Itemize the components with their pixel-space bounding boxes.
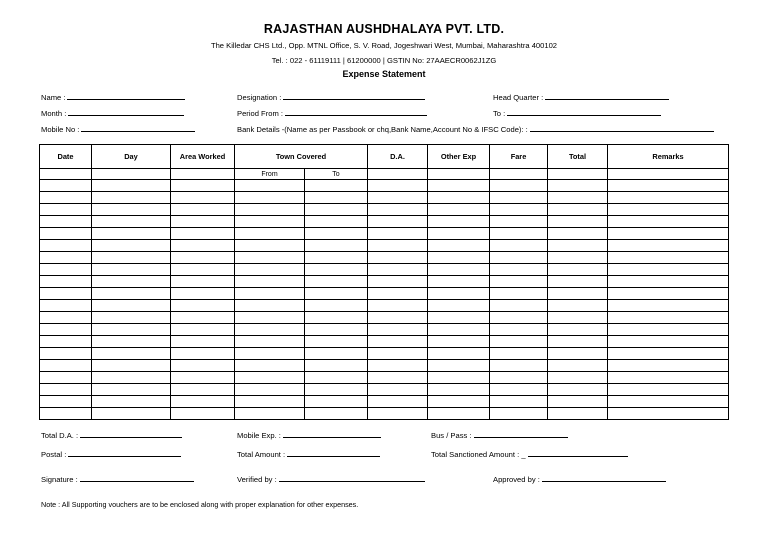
table-cell[interactable]: [40, 288, 92, 300]
mobile-exp-field[interactable]: [237, 431, 381, 440]
table-cell[interactable]: [40, 192, 92, 204]
postal-line: [68, 450, 181, 457]
table-cell[interactable]: [92, 240, 171, 252]
table-cell[interactable]: [548, 252, 608, 264]
table-cell[interactable]: [171, 276, 235, 288]
col-day: Day: [92, 145, 171, 169]
table-cell[interactable]: [92, 312, 171, 324]
table-cell[interactable]: [368, 372, 428, 384]
table-row: [40, 360, 729, 372]
approved-by-label: Approved by :: [493, 475, 540, 484]
table-cell[interactable]: [548, 288, 608, 300]
table-cell[interactable]: [490, 372, 548, 384]
table-cell[interactable]: [305, 348, 368, 360]
table-row: [40, 264, 729, 276]
designation-line: [283, 93, 425, 100]
table-cell[interactable]: [548, 324, 608, 336]
table-cell[interactable]: [608, 324, 729, 336]
table-cell[interactable]: [171, 180, 235, 192]
signature-label: Signature :: [41, 475, 78, 484]
table-cell[interactable]: [608, 276, 729, 288]
month-line: [68, 109, 184, 116]
mobile-no-label: Mobile No :: [41, 125, 80, 134]
table-cell[interactable]: [40, 180, 92, 192]
table-cell[interactable]: [40, 204, 92, 216]
table-row: [40, 372, 729, 384]
mobile-exp-label: Mobile Exp. :: [237, 431, 281, 440]
table-cell[interactable]: [608, 300, 729, 312]
table-cell[interactable]: [171, 264, 235, 276]
table-cell[interactable]: [368, 204, 428, 216]
table-cell[interactable]: [305, 408, 368, 420]
table-cell[interactable]: [428, 228, 490, 240]
table-cell[interactable]: [171, 252, 235, 264]
table-cell[interactable]: [548, 408, 608, 420]
table-cell[interactable]: [548, 204, 608, 216]
table-cell[interactable]: [608, 312, 729, 324]
table-row: [40, 324, 729, 336]
table-cell[interactable]: [235, 240, 305, 252]
mobile-no-line: [81, 125, 195, 132]
table-cell[interactable]: [235, 324, 305, 336]
table-cell[interactable]: [548, 360, 608, 372]
table-cell[interactable]: [305, 312, 368, 324]
table-cell[interactable]: [548, 216, 608, 228]
table-cell[interactable]: [490, 384, 548, 396]
table-cell[interactable]: [235, 408, 305, 420]
table-cell[interactable]: [40, 276, 92, 288]
footer-note: Note : All Supporting vouchers are to be enclosed along with proper explanation for other expenses.: [41, 500, 359, 509]
table-cell[interactable]: [171, 396, 235, 408]
table-cell[interactable]: [428, 408, 490, 420]
table-cell[interactable]: [368, 216, 428, 228]
company-contact: Tel. : 022 - 61119111 | 61200000 | GSTIN No: 27AAECR0062J1ZG: [271, 56, 497, 65]
table-cell[interactable]: [368, 252, 428, 264]
table-cell[interactable]: [171, 204, 235, 216]
table-row: [40, 180, 729, 192]
table-cell[interactable]: [92, 396, 171, 408]
table-cell[interactable]: [92, 384, 171, 396]
table-row: [40, 240, 729, 252]
table-row: [40, 276, 729, 288]
table-row: [40, 192, 729, 204]
table-cell[interactable]: [368, 336, 428, 348]
table-cell[interactable]: [92, 336, 171, 348]
table-cell[interactable]: [490, 348, 548, 360]
bank-details-label: Bank Details -(Name as per Passbook or chq,Bank Name,Account No & IFSC Code): :: [237, 125, 528, 134]
table-row: [40, 216, 729, 228]
table-cell[interactable]: [92, 348, 171, 360]
table-cell[interactable]: [608, 360, 729, 372]
postal-label: Postal :: [41, 450, 67, 459]
table-cell[interactable]: [490, 324, 548, 336]
table-cell[interactable]: [368, 192, 428, 204]
table-cell[interactable]: [608, 240, 729, 252]
table-cell[interactable]: [428, 192, 490, 204]
verified-by-line: [279, 475, 425, 482]
table-row: [40, 384, 729, 396]
table-cell[interactable]: [171, 348, 235, 360]
table-cell[interactable]: [305, 240, 368, 252]
table-cell[interactable]: [428, 312, 490, 324]
table-row: [40, 252, 729, 264]
table-cell[interactable]: [40, 312, 92, 324]
table-cell[interactable]: [548, 228, 608, 240]
table-cell[interactable]: [40, 384, 92, 396]
company-name: RAJASTHAN AUSHDHALAYA PVT. LTD.: [263, 22, 505, 36]
table-cell[interactable]: [40, 348, 92, 360]
table-cell[interactable]: [235, 396, 305, 408]
table-cell[interactable]: [305, 384, 368, 396]
total-da-field[interactable]: [41, 431, 182, 440]
table-cell[interactable]: [490, 300, 548, 312]
table-cell[interactable]: [235, 384, 305, 396]
table-cell[interactable]: [92, 228, 171, 240]
verified-by-field[interactable]: [237, 475, 425, 484]
month-field[interactable]: [41, 109, 184, 118]
table-cell[interactable]: [490, 360, 548, 372]
table-cell[interactable]: [490, 252, 548, 264]
table-cell[interactable]: [548, 396, 608, 408]
table-cell[interactable]: [235, 336, 305, 348]
table-cell[interactable]: [548, 312, 608, 324]
period-from-field[interactable]: [237, 109, 427, 118]
table-cell[interactable]: [548, 264, 608, 276]
table-row: [40, 348, 729, 360]
table-cell[interactable]: [40, 216, 92, 228]
table-cell[interactable]: [305, 192, 368, 204]
bus-pass-line: [474, 431, 568, 438]
table-cell[interactable]: [40, 372, 92, 384]
table-cell[interactable]: [368, 324, 428, 336]
table-cell[interactable]: [40, 252, 92, 264]
table-cell[interactable]: [608, 288, 729, 300]
table-cell[interactable]: [608, 216, 729, 228]
table-cell[interactable]: [305, 204, 368, 216]
table-cell[interactable]: [235, 372, 305, 384]
table-cell[interactable]: [171, 192, 235, 204]
period-from-line: [285, 109, 427, 116]
head-quarter-label: Head Quarter :: [493, 93, 544, 102]
table-cell[interactable]: [92, 276, 171, 288]
table-cell[interactable]: [608, 264, 729, 276]
table-cell[interactable]: [305, 360, 368, 372]
table-row: [40, 228, 729, 240]
table-cell[interactable]: [428, 348, 490, 360]
table-cell[interactable]: [548, 240, 608, 252]
table-row: [40, 408, 729, 420]
total-amount-line: [287, 450, 380, 457]
total-sanctioned-field[interactable]: [431, 450, 628, 459]
table-cell[interactable]: [608, 336, 729, 348]
table-cell[interactable]: [368, 264, 428, 276]
table-cell[interactable]: [171, 408, 235, 420]
table-cell[interactable]: [92, 360, 171, 372]
col-date: Date: [40, 145, 92, 169]
total-sanctioned-label: Total Sanctioned Amount : _: [431, 450, 526, 459]
to-field[interactable]: [493, 109, 661, 118]
table-cell[interactable]: [428, 288, 490, 300]
bus-pass-field[interactable]: [431, 431, 568, 440]
table-cell[interactable]: [92, 324, 171, 336]
total-amount-label: Total Amount :: [237, 450, 286, 459]
table-cell[interactable]: [235, 228, 305, 240]
table-cell[interactable]: [428, 372, 490, 384]
table-cell[interactable]: [305, 252, 368, 264]
table-cell[interactable]: [235, 216, 305, 228]
table-cell[interactable]: [428, 264, 490, 276]
table-cell[interactable]: [428, 240, 490, 252]
col-da: D.A.: [368, 145, 428, 169]
table-row: [40, 288, 729, 300]
table-cell[interactable]: [428, 216, 490, 228]
to-label: To :: [493, 109, 506, 118]
col-total: Total: [548, 145, 608, 169]
col-remarks: Remarks: [608, 145, 729, 169]
table-cell[interactable]: [305, 336, 368, 348]
table-header-row: [40, 145, 729, 169]
table-cell[interactable]: [235, 180, 305, 192]
table-row: [40, 396, 729, 408]
table-cell[interactable]: [428, 252, 490, 264]
table-cell[interactable]: [92, 252, 171, 264]
table-cell[interactable]: [368, 240, 428, 252]
col-fare: Fare: [490, 145, 548, 169]
table-cell[interactable]: [548, 180, 608, 192]
table-cell[interactable]: [428, 396, 490, 408]
name-line: [67, 93, 185, 100]
company-address: The Killedar CHS Ltd., Opp. MTNL Office, S. V. Road, Jogeshwari West, Mumbai, Maharashtra 400102: [210, 41, 558, 50]
name-label: Name :: [41, 93, 66, 102]
table-cell[interactable]: [368, 408, 428, 420]
table-cell[interactable]: [92, 204, 171, 216]
table-cell[interactable]: [490, 204, 548, 216]
table-row: [40, 300, 729, 312]
table-cell[interactable]: [490, 336, 548, 348]
table-cell[interactable]: [305, 372, 368, 384]
table-cell[interactable]: [490, 408, 548, 420]
table-cell[interactable]: [490, 288, 548, 300]
table-cell[interactable]: [235, 360, 305, 372]
table-cell[interactable]: [608, 384, 729, 396]
table-cell[interactable]: [368, 276, 428, 288]
table-cell[interactable]: [92, 372, 171, 384]
table-cell[interactable]: [428, 276, 490, 288]
table-cell[interactable]: [608, 180, 729, 192]
table-cell[interactable]: [40, 228, 92, 240]
table-cell[interactable]: [305, 276, 368, 288]
table-cell[interactable]: [171, 288, 235, 300]
table-cell[interactable]: [428, 180, 490, 192]
table-cell[interactable]: [92, 192, 171, 204]
table-cell[interactable]: [40, 300, 92, 312]
table-cell[interactable]: [305, 228, 368, 240]
table-cell[interactable]: [368, 180, 428, 192]
table-cell[interactable]: [490, 216, 548, 228]
table-cell[interactable]: [548, 348, 608, 360]
table-cell[interactable]: [608, 372, 729, 384]
total-da-label: Total D.A. :: [41, 431, 79, 440]
head-quarter-line: [545, 93, 669, 100]
table-cell[interactable]: [235, 348, 305, 360]
table-cell[interactable]: [40, 408, 92, 420]
table-subheader-row: [40, 169, 729, 180]
mobile-exp-line: [283, 431, 381, 438]
table-cell[interactable]: [368, 396, 428, 408]
table-cell[interactable]: [305, 324, 368, 336]
table-cell[interactable]: [171, 216, 235, 228]
table-cell[interactable]: [368, 288, 428, 300]
table-cell[interactable]: [548, 300, 608, 312]
period-from-label: Period From :: [237, 109, 283, 118]
table-row: [40, 336, 729, 348]
table-cell[interactable]: [428, 324, 490, 336]
table-row: [40, 204, 729, 216]
table-cell[interactable]: [305, 180, 368, 192]
table-cell[interactable]: [368, 348, 428, 360]
table-cell[interactable]: [368, 384, 428, 396]
table-cell[interactable]: [428, 300, 490, 312]
table-cell[interactable]: [92, 264, 171, 276]
head-quarter-field[interactable]: [493, 93, 669, 102]
mobile-no-field[interactable]: [41, 125, 195, 134]
table-cell[interactable]: [428, 336, 490, 348]
table-cell[interactable]: [40, 336, 92, 348]
bus-pass-label: Bus / Pass :: [431, 431, 472, 440]
document-title: Expense Statement: [342, 69, 426, 79]
col-other-exp: Other Exp: [428, 145, 490, 169]
table-cell[interactable]: [92, 300, 171, 312]
table-cell[interactable]: [548, 372, 608, 384]
table-cell[interactable]: [171, 360, 235, 372]
table-cell[interactable]: [548, 192, 608, 204]
table-cell[interactable]: [171, 240, 235, 252]
table-cell[interactable]: [40, 240, 92, 252]
table-cell[interactable]: [92, 408, 171, 420]
col-town-covered: Town Covered: [235, 145, 368, 169]
table-cell[interactable]: [92, 180, 171, 192]
table-cell[interactable]: [548, 276, 608, 288]
table-cell[interactable]: [490, 396, 548, 408]
bank-details-field[interactable]: [237, 125, 714, 134]
table-cell[interactable]: [608, 348, 729, 360]
table-cell[interactable]: [548, 384, 608, 396]
table-cell[interactable]: [608, 204, 729, 216]
table-cell[interactable]: [490, 192, 548, 204]
col-to: To: [305, 169, 368, 180]
table-cell[interactable]: [40, 264, 92, 276]
expense-table: [39, 144, 729, 420]
table-cell[interactable]: [171, 372, 235, 384]
table-cell[interactable]: [92, 216, 171, 228]
designation-field[interactable]: [237, 93, 425, 102]
table-cell[interactable]: [305, 288, 368, 300]
verified-by-label: Verified by :: [237, 475, 277, 484]
table-cell[interactable]: [235, 300, 305, 312]
table-cell[interactable]: [235, 204, 305, 216]
table-cell[interactable]: [40, 324, 92, 336]
table-cell[interactable]: [368, 228, 428, 240]
table-cell[interactable]: [235, 312, 305, 324]
total-da-line: [80, 431, 182, 438]
table-cell[interactable]: [40, 396, 92, 408]
table-cell[interactable]: [608, 408, 729, 420]
table-cell[interactable]: [171, 312, 235, 324]
table-cell[interactable]: [490, 228, 548, 240]
table-cell[interactable]: [368, 312, 428, 324]
table-cell[interactable]: [305, 264, 368, 276]
postal-field[interactable]: [41, 450, 181, 459]
table-cell[interactable]: [305, 216, 368, 228]
table-cell[interactable]: [235, 264, 305, 276]
table-cell[interactable]: [368, 300, 428, 312]
table-cell[interactable]: [40, 360, 92, 372]
designation-label: Designation :: [237, 93, 282, 102]
approved-by-line: [542, 475, 666, 482]
table-cell[interactable]: [608, 192, 729, 204]
table-cell[interactable]: [428, 360, 490, 372]
signature-field[interactable]: [41, 475, 194, 484]
table-cell[interactable]: [428, 384, 490, 396]
table-cell[interactable]: [171, 384, 235, 396]
table-cell[interactable]: [305, 300, 368, 312]
approved-by-field[interactable]: [493, 475, 666, 484]
col-from: From: [235, 169, 305, 180]
table-cell[interactable]: [608, 228, 729, 240]
table-cell[interactable]: [235, 276, 305, 288]
table-row: [40, 312, 729, 324]
to-line: [507, 109, 661, 116]
total-sanctioned-line: [528, 450, 628, 457]
table-cell[interactable]: [490, 180, 548, 192]
table-cell[interactable]: [428, 204, 490, 216]
table-cell[interactable]: [235, 252, 305, 264]
table-cell[interactable]: [368, 360, 428, 372]
col-area-worked: Area Worked: [171, 145, 235, 169]
table-cell[interactable]: [490, 264, 548, 276]
table-cell[interactable]: [305, 396, 368, 408]
table-cell[interactable]: [235, 288, 305, 300]
bank-details-line: [530, 125, 714, 132]
table-body: [40, 180, 729, 420]
table-cell[interactable]: [490, 312, 548, 324]
table-cell[interactable]: [490, 240, 548, 252]
table-cell[interactable]: [92, 288, 171, 300]
table-cell[interactable]: [171, 300, 235, 312]
table-cell[interactable]: [608, 396, 729, 408]
table-cell[interactable]: [608, 252, 729, 264]
month-label: Month :: [41, 109, 67, 118]
name-field[interactable]: [41, 93, 185, 102]
total-amount-field[interactable]: [237, 450, 380, 459]
table-cell[interactable]: [490, 276, 548, 288]
signature-line: [80, 475, 194, 482]
table-cell[interactable]: [548, 336, 608, 348]
table-cell[interactable]: [171, 228, 235, 240]
table-cell[interactable]: [235, 192, 305, 204]
table-cell[interactable]: [171, 336, 235, 348]
table-cell[interactable]: [171, 324, 235, 336]
